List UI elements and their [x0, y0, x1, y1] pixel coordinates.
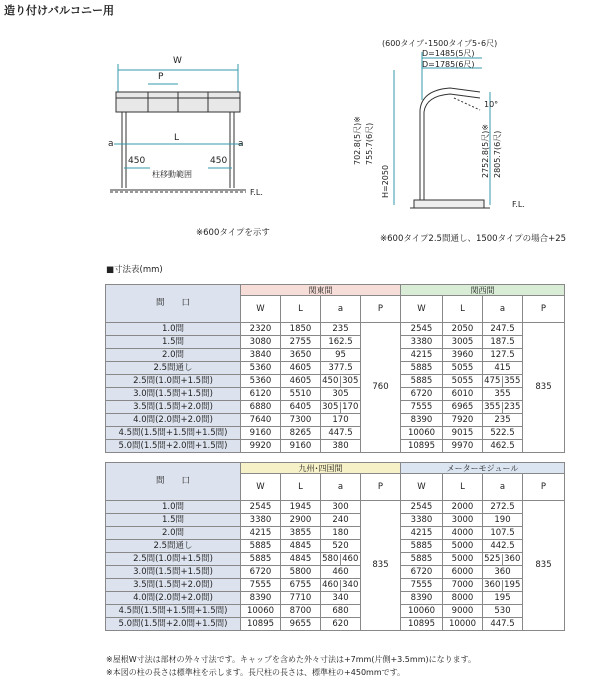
- table-cell: 442.5: [483, 540, 523, 553]
- row-label: 2.5間(1.0間+1.5間): [106, 553, 241, 566]
- table-cell: 305 170: [321, 401, 361, 414]
- table-cell: 2320: [241, 323, 281, 336]
- table-cell: 10895: [401, 618, 443, 631]
- table-cell: 180: [321, 527, 361, 540]
- table-cell: 9160: [281, 440, 321, 453]
- row-label: 4.0間(2.0間+2.0間): [106, 414, 241, 427]
- table-cell: 522.5: [483, 427, 523, 440]
- col-header: W: [401, 474, 443, 501]
- table-row: [106, 553, 565, 566]
- row-label: 1.5間: [106, 514, 241, 527]
- table-cell: 6720: [401, 566, 443, 579]
- table-cell: 340: [321, 592, 361, 605]
- table-cell: 9970: [443, 440, 483, 453]
- table-row: [106, 514, 565, 527]
- table-cell: 5360: [241, 375, 281, 388]
- col-header: P: [523, 474, 565, 501]
- row-label: 1.5間: [106, 336, 241, 349]
- table-cell: 9015: [443, 427, 483, 440]
- table-cell: 5000: [443, 540, 483, 553]
- group-header: 関西間: [401, 285, 565, 296]
- table-cell: 107.5: [483, 527, 523, 540]
- dimension-table-1: [105, 284, 565, 453]
- table-cell: 580 460: [321, 553, 361, 566]
- table-cell: 7555: [401, 579, 443, 592]
- table-cell: 380: [321, 440, 361, 453]
- table-cell: 5510: [281, 388, 321, 401]
- col-header: a: [321, 296, 361, 323]
- table-cell: 4845: [281, 553, 321, 566]
- v-right-1: 2752.8(5尺)※: [481, 123, 490, 178]
- dim-450-left: 450: [128, 156, 146, 166]
- col-header: P: [361, 296, 401, 323]
- col-header: L: [281, 474, 321, 501]
- col-header: P: [523, 296, 565, 323]
- row-label: 4.5間(1.5間+1.5間+1.5間): [106, 427, 241, 440]
- table-cell: 170: [321, 414, 361, 427]
- table-cell: 10895: [401, 440, 443, 453]
- table-row: [106, 605, 565, 618]
- table-cell: 5885: [401, 553, 443, 566]
- table-cell: 300: [321, 501, 361, 514]
- dimension-table-2: [105, 462, 565, 631]
- table-cell: 5885: [401, 362, 443, 375]
- table-cell: 1850: [281, 323, 321, 336]
- table-cell: 10060: [241, 605, 281, 618]
- table-cell: 447.5: [321, 427, 361, 440]
- table-cell: 3080: [241, 336, 281, 349]
- table-cell: 5885: [241, 553, 281, 566]
- table-cell: 305: [321, 388, 361, 401]
- table-cell: 680: [321, 605, 361, 618]
- table-row: [106, 427, 565, 440]
- table-cell: 9160: [241, 427, 281, 440]
- table-cell: 8265: [281, 427, 321, 440]
- table-cell: 7300: [281, 414, 321, 427]
- row-header: 間 口: [106, 463, 241, 501]
- table-cell: 450 305: [321, 375, 361, 388]
- p-value-cell: 835: [361, 501, 401, 631]
- table-cell: 3000: [443, 514, 483, 527]
- row-label: 1.0間: [106, 501, 241, 514]
- angle-label: 10°: [484, 100, 499, 109]
- table-cell: 6720: [401, 388, 443, 401]
- table-cell: 475 355: [483, 375, 523, 388]
- table-cell: 272.5: [483, 501, 523, 514]
- row-label: 3.0間(1.5間+1.5間): [106, 566, 241, 579]
- dim-450-right: 450: [210, 156, 228, 166]
- table-cell: 10895: [241, 618, 281, 631]
- table-cell: 8390: [241, 592, 281, 605]
- col-header: a: [483, 296, 523, 323]
- group-header: 九州･四国間: [241, 463, 401, 474]
- d1-label: D=1485(5尺): [422, 49, 475, 58]
- table-cell: 9000: [443, 605, 483, 618]
- table-row: [106, 501, 565, 514]
- col-header: L: [443, 296, 483, 323]
- table-cell: 520: [321, 540, 361, 553]
- v-right-2: 2805.7(6尺): [493, 130, 502, 178]
- table-cell: 4845: [281, 540, 321, 553]
- p-value-cell: 835: [523, 323, 565, 453]
- note-left: ※600タイプを示す: [196, 228, 270, 238]
- table-cell: 2000: [443, 501, 483, 514]
- table-cell: 5000: [443, 553, 483, 566]
- v-left-1: 702.8(5尺)※: [353, 116, 362, 165]
- v-left-2: 755.7(6尺): [365, 122, 374, 165]
- a-left-label: a: [108, 139, 114, 149]
- fl-left-label: F.L.: [250, 188, 263, 197]
- table-row: [106, 540, 565, 553]
- table-cell: 2545: [401, 323, 443, 336]
- col-header: L: [443, 474, 483, 501]
- table-row: [106, 527, 565, 540]
- table-cell: 5800: [281, 566, 321, 579]
- table-cell: 6000: [443, 566, 483, 579]
- table-cell: 162.5: [321, 336, 361, 349]
- table-cell: 5885: [401, 375, 443, 388]
- table-cell: 447.5: [483, 618, 523, 631]
- table-cell: 5885: [401, 540, 443, 553]
- table-row: [106, 388, 565, 401]
- table-cell: 377.5: [321, 362, 361, 375]
- row-label: 2.5間(1.0間+1.5間): [106, 375, 241, 388]
- table-cell: 3960: [443, 349, 483, 362]
- table-cell: 10000: [443, 618, 483, 631]
- table-row: [106, 592, 565, 605]
- table-cell: 3855: [281, 527, 321, 540]
- table-cell: 360 195: [483, 579, 523, 592]
- h-label: H=2050: [381, 164, 390, 198]
- col-header: a: [321, 474, 361, 501]
- group-header: メーターモジュール: [401, 463, 565, 474]
- footnote-2: ※本図の柱の長さは標準柱を示します。長尺柱の長さは、標準柱の+450mmです。: [106, 668, 405, 677]
- table-row: [106, 618, 565, 631]
- table-cell: 10060: [401, 427, 443, 440]
- row-label: 3.0間(1.5間+1.5間): [106, 388, 241, 401]
- table-cell: 190: [483, 514, 523, 527]
- table-cell: 6755: [281, 579, 321, 592]
- table-cell: 6010: [443, 388, 483, 401]
- table-cell: 3005: [443, 336, 483, 349]
- table-row: [106, 349, 565, 362]
- d2-label: D=1785(6尺): [422, 60, 475, 69]
- row-label: 5.0間(1.5間+2.0間+1.5間): [106, 618, 241, 631]
- table-cell: 6120: [241, 388, 281, 401]
- table-cell: 7710: [281, 592, 321, 605]
- table-cell: 1945: [281, 501, 321, 514]
- table-row: [106, 401, 565, 414]
- table-row: [106, 414, 565, 427]
- table-cell: 4605: [281, 375, 321, 388]
- table-cell: 2050: [443, 323, 483, 336]
- table-cell: 8390: [401, 592, 443, 605]
- group-header: 関東間: [241, 285, 401, 296]
- col-header: L: [281, 296, 321, 323]
- footnote-1: ※屋根W寸法は部材の外々寸法です。キャップを含めた外々寸法は+7mm(片側+3.5mm)になります。: [106, 655, 476, 664]
- table-cell: 3650: [281, 349, 321, 362]
- row-label: 5.0間(1.5間+2.0間+1.5間): [106, 440, 241, 453]
- table-row: [106, 323, 565, 336]
- table-cell: 4605: [281, 362, 321, 375]
- l-label: L: [174, 133, 180, 143]
- table-row: [106, 566, 565, 579]
- table-cell: 6965: [443, 401, 483, 414]
- table-cell: 7640: [241, 414, 281, 427]
- table-row: [106, 362, 565, 375]
- row-label: 3.5間(1.5間+2.0間): [106, 401, 241, 414]
- table-cell: 415: [483, 362, 523, 375]
- table-cell: 3380: [241, 514, 281, 527]
- table-cell: 95: [321, 349, 361, 362]
- row-label: 2.0間: [106, 349, 241, 362]
- table-cell: 8700: [281, 605, 321, 618]
- table-cell: 355 235: [483, 401, 523, 414]
- right-types-label: (600タイプ･1500タイプ5･6尺): [382, 39, 498, 48]
- table-cell: 525 360: [483, 553, 523, 566]
- post-range-label: 柱移動範囲: [152, 170, 192, 179]
- row-label: 2.5間通し: [106, 362, 241, 375]
- table-cell: 127.5: [483, 349, 523, 362]
- table-cell: 7555: [401, 401, 443, 414]
- p-label: P: [158, 72, 164, 82]
- table-row: [106, 579, 565, 592]
- table-cell: 5360: [241, 362, 281, 375]
- row-label: 3.5間(1.5間+2.0間): [106, 579, 241, 592]
- table-cell: 6880: [241, 401, 281, 414]
- table-cell: 9655: [281, 618, 321, 631]
- table-cell: 2755: [281, 336, 321, 349]
- fl-right-label: F.L.: [512, 200, 525, 209]
- a-right-label: a: [238, 139, 244, 149]
- row-label: 2.0間: [106, 527, 241, 540]
- table-cell: 620: [321, 618, 361, 631]
- table-cell: 187.5: [483, 336, 523, 349]
- table-cell: 355: [483, 388, 523, 401]
- table-cell: 8390: [401, 414, 443, 427]
- w-label: W: [173, 56, 182, 66]
- row-label: 1.0間: [106, 323, 241, 336]
- table-cell: 9920: [241, 440, 281, 453]
- table-cell: 460 340: [321, 579, 361, 592]
- table-cell: 7555: [241, 579, 281, 592]
- table-title: ■寸法表(mm): [106, 265, 163, 275]
- table-cell: 3840: [241, 349, 281, 362]
- row-label: 4.0間(2.0間+2.0間): [106, 592, 241, 605]
- col-header: a: [483, 474, 523, 501]
- table-cell: 3380: [401, 514, 443, 527]
- table-cell: 3380: [401, 336, 443, 349]
- table-cell: 2900: [281, 514, 321, 527]
- page-title: 造り付けバルコニー用: [4, 4, 114, 17]
- table-row: [106, 336, 565, 349]
- table-cell: 4000: [443, 527, 483, 540]
- table-cell: 5885: [241, 540, 281, 553]
- note-right: ※600タイプ2.5間通し、1500タイプの場合+25: [380, 234, 567, 244]
- table-cell: 195: [483, 592, 523, 605]
- row-label: 2.5間通し: [106, 540, 241, 553]
- col-header: W: [241, 296, 281, 323]
- table-cell: 7000: [443, 579, 483, 592]
- table-cell: 2545: [401, 501, 443, 514]
- col-header: W: [241, 474, 281, 501]
- table-cell: 462.5: [483, 440, 523, 453]
- table-cell: 5055: [443, 362, 483, 375]
- table-cell: 235: [483, 414, 523, 427]
- table-cell: 460: [321, 566, 361, 579]
- table-cell: 7920: [443, 414, 483, 427]
- table-cell: 4215: [401, 527, 443, 540]
- table-cell: 235: [321, 323, 361, 336]
- table-cell: 8000: [443, 592, 483, 605]
- table-cell: 360: [483, 566, 523, 579]
- table-cell: 247.5: [483, 323, 523, 336]
- p-value-cell: 760: [361, 323, 401, 453]
- table-cell: 2545: [241, 501, 281, 514]
- table-cell: 240: [321, 514, 361, 527]
- table-cell: 5055: [443, 375, 483, 388]
- table-cell: 4215: [401, 349, 443, 362]
- col-header: P: [361, 474, 401, 501]
- table-cell: 6405: [281, 401, 321, 414]
- row-label: 4.5間(1.5間+1.5間+1.5間): [106, 605, 241, 618]
- table-cell: 530: [483, 605, 523, 618]
- table-cell: 6720: [241, 566, 281, 579]
- col-header: W: [401, 296, 443, 323]
- row-header: 間 口: [106, 285, 241, 323]
- table-cell: 10060: [401, 605, 443, 618]
- p-value-cell: 835: [523, 501, 565, 631]
- table-row: [106, 375, 565, 388]
- table-row: [106, 440, 565, 453]
- table-cell: 4215: [241, 527, 281, 540]
